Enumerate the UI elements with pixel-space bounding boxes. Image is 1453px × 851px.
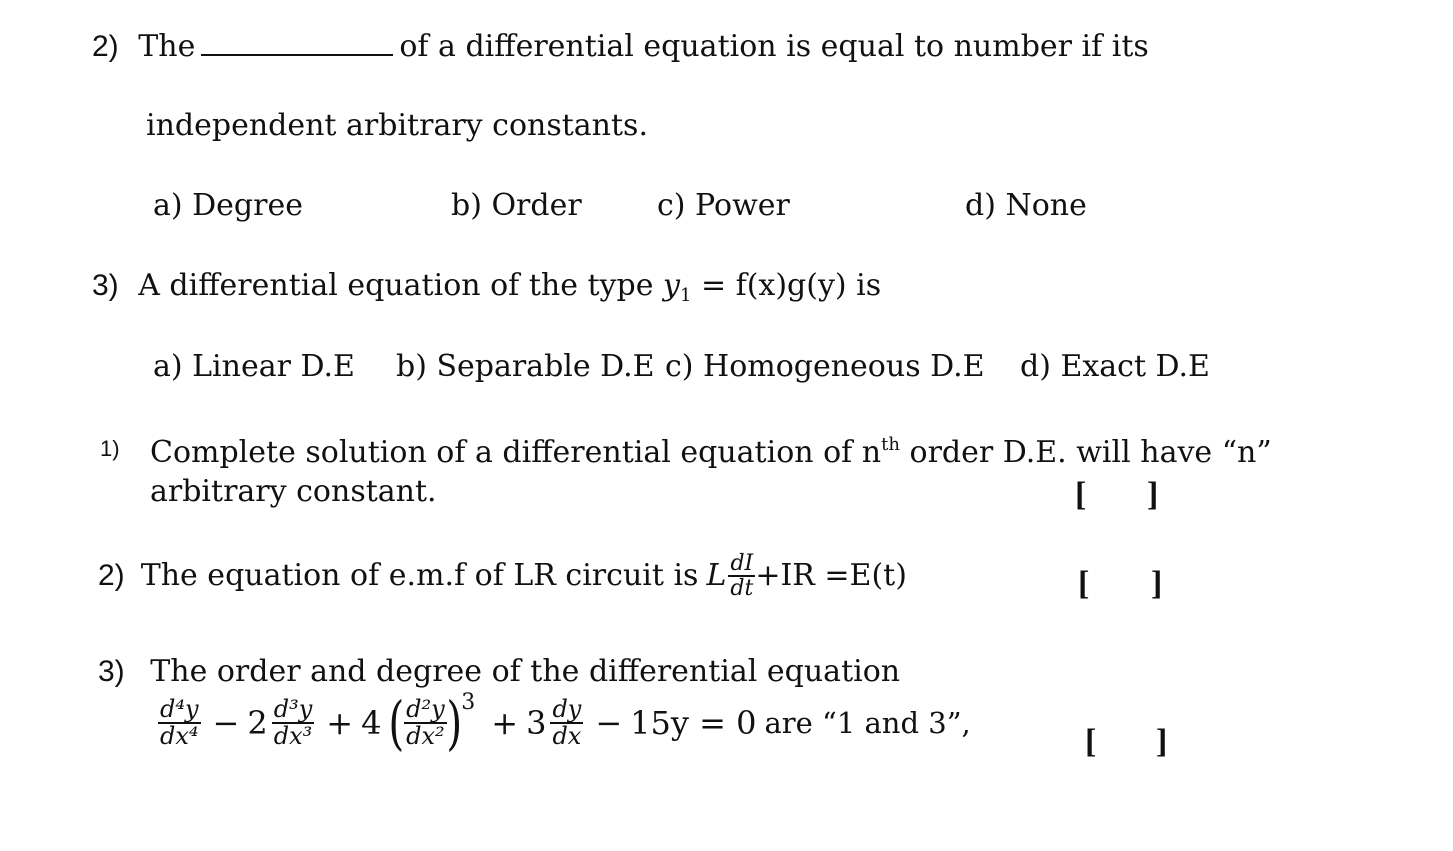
tf3-term2-den: dx³ [273,722,313,750]
tf3-paren-open: ( [388,690,405,757]
tf1-line2: arbitrary constant. [150,474,437,509]
tf3-plus2: + [491,704,519,742]
tf2-L: L [706,558,727,594]
q3-line1 [92,268,882,306]
tf2-bracket-close[interactable]: ] [1151,565,1163,602]
tf1-line1 [150,436,1272,468]
tf3-paren-close: ) [446,690,462,757]
tf3-term2 [272,694,315,750]
tf3-term2-num: d³y [273,694,313,723]
tf3-line1 [98,654,901,689]
tf3-bracket-open[interactable]: [ [1085,723,1097,760]
tf3-equation-clip [150,690,1200,774]
tf3-term4 [550,694,583,750]
tf3-term4-den: dx [552,722,582,750]
tf1-sup: th [881,434,900,455]
tf1-bracket-close[interactable]: ] [1147,476,1159,513]
q3-text: A differential equation of the type [138,268,654,303]
q2-text-before: The [138,29,196,64]
tf3-equation [154,690,971,757]
tf3-suffix: are “1 and 3”, [764,705,971,740]
q3-formula-sub: 1 [679,285,692,306]
tf3-coef3: 4 [361,704,382,742]
q2-option-d: d) None [965,188,1087,223]
tf3-term1-num: d⁴y [160,694,199,723]
tf2-frac-num: dI [730,551,754,576]
tf3-minus1: − [212,704,240,742]
q3-option-c: c) Homogeneous D.E [665,349,985,384]
q3-number: 3) [92,269,119,302]
tf2-rest: +IR =E(t) [755,558,907,594]
tf2-number: 2) [98,559,125,593]
tf3-coef2: 2 [247,704,268,742]
tf3-term1 [158,694,201,750]
tf3-number: 3) [98,655,125,688]
tf3-minus2: − [595,704,623,742]
q2-option-a: a) Degree [153,188,303,223]
tf3-text: The order and degree of the differential equation [150,654,901,689]
tf3-term4-num: dy [552,694,582,723]
q2-option-b: b) Order [451,188,582,223]
tf3-term3-den: dx² [406,722,445,750]
tf1-number: 1) [100,436,120,461]
tf3-tail: 15y = 0 [630,704,757,742]
tf2-line [98,552,907,600]
q2-text-after: of a differential equation is equal to number if its [399,29,1149,64]
tf1-text-after: order D.E. will have “n” [909,435,1272,470]
tf2-text: The equation of e.m.f of LR circuit is [140,558,699,594]
q3-formula [663,268,882,306]
q2-line1 [92,30,1149,62]
q2-option-c: c) Power [657,188,790,223]
tf2-bracket-open[interactable]: [ [1078,565,1090,602]
tf3-term3-num: d²y [406,694,445,723]
tf3-exp3: 3 [461,690,476,715]
tf3-coef4: 3 [526,704,547,742]
q3-option-d: d) Exact D.E [1020,349,1210,384]
q3-option-b: b) Separable D.E [396,349,655,384]
tf2-fraction [728,552,755,600]
q2-line2: independent arbitrary constants. [146,108,648,143]
tf3-bracket-close[interactable]: ] [1156,723,1168,760]
tf1-bracket-open[interactable]: [ [1075,476,1087,513]
q3-formula-rest: = f(x)g(y) is [700,268,882,303]
q2-blank[interactable] [201,30,393,56]
tf3-term1-den: dx⁴ [160,722,199,750]
q3-option-a: a) Linear D.E [153,349,355,384]
q3-formula-y: y [663,268,680,303]
tf1-text-before: Complete solution of a differential equation of n [150,435,882,470]
tf3-term3 [404,694,447,750]
tf2-frac-den: dt [730,576,754,602]
q2-number: 2) [92,30,119,63]
tf3-plus1: + [326,704,354,742]
